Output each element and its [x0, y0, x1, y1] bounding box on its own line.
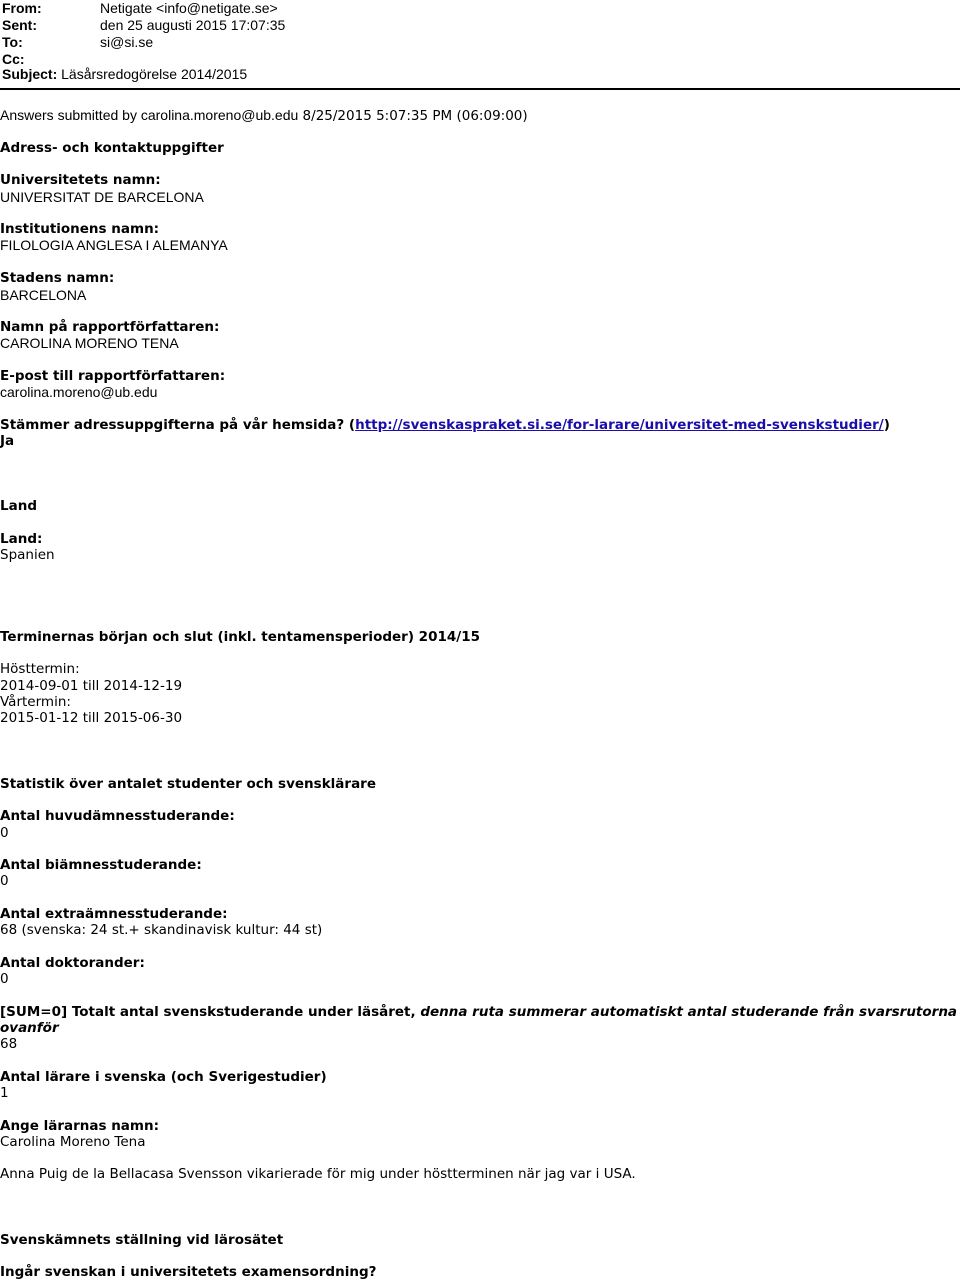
city-label: Stadens namn:	[0, 270, 115, 286]
subject-label: Subject:	[2, 66, 58, 82]
sum-value: 68	[0, 1036, 18, 1052]
section-land-heading: Land	[0, 498, 37, 514]
submitted-line	[0, 107, 528, 125]
submitted-time: 8/25/2015 5:07:35 PM (06:09:00)	[298, 108, 528, 124]
spring-value: 2015-01-12 till 2015-06-30	[0, 710, 183, 726]
inst-label: Institutionens namn:	[0, 221, 160, 237]
land-label: Land:	[0, 531, 43, 547]
main-students-label: Antal huvudämnesstuderande:	[0, 808, 235, 824]
minor-students-value: 0	[0, 873, 9, 889]
section-terms-heading: Terminernas början och slut (inkl. tentamensperioder) 2014/15	[0, 629, 480, 645]
email-sent-row	[2, 17, 285, 34]
sum-label-continued: ovanför	[0, 1020, 59, 1036]
author-label: Namn på rapportförfattaren:	[0, 319, 220, 335]
website-question-suffix: )	[883, 417, 890, 433]
website-link[interactable]: http://svenskaspraket.si.se/for-larare/universitet-med-svenskstudier/	[355, 417, 884, 433]
section-stats-heading: Statistik över antalet studenter och svensklärare	[0, 776, 376, 792]
section-address-heading: Adress- och kontaktuppgifter	[0, 140, 224, 156]
email-to-row	[2, 34, 153, 51]
substitute-note: Anna Puig de la Bellacasa Svensson vikarierade för mig under höstterminen när jag var i USA.	[0, 1166, 636, 1182]
spring-label: Vårtermin:	[0, 694, 71, 710]
teacher-names-value: Carolina Moreno Tena	[0, 1134, 146, 1150]
submitted-email: carolina.moreno@ub.edu	[140, 107, 299, 123]
email-label: E-post till rapportförfattaren:	[0, 368, 226, 384]
exam-question: Ingår svenskan i universitetets examensordning?	[0, 1264, 377, 1280]
section-position-heading: Svenskämnets ställning vid lärosätet	[0, 1232, 284, 1248]
autumn-label: Hösttermin:	[0, 661, 80, 677]
to-value: si@si.se	[100, 34, 154, 50]
main-students-value: 0	[0, 825, 9, 841]
email-from-row	[2, 0, 278, 17]
phd-label: Antal doktorander:	[0, 955, 145, 971]
extra-students-value: 68 (svenska: 24 st.+ skandinavisk kultur: 44 st)	[0, 922, 323, 938]
sent-value: den 25 augusti 2015 17:07:35	[100, 17, 286, 33]
sum-label-italic: denna ruta summerar automatiskt antal studerande från svarsrutorna	[420, 1004, 958, 1020]
teachers-value: 1	[0, 1085, 9, 1101]
teacher-names-label: Ange lärarnas namn:	[0, 1118, 159, 1134]
website-answer: Ja	[0, 433, 15, 449]
city-value: BARCELONA	[0, 287, 87, 303]
author-value: CAROLINA MORENO TENA	[0, 335, 179, 351]
univ-value: UNIVERSITAT DE BARCELONA	[0, 189, 204, 205]
univ-label: Universitetets namn:	[0, 172, 161, 188]
email-value: carolina.moreno@ub.edu	[0, 384, 158, 400]
inst-value: FILOLOGIA ANGLESA I ALEMANYA	[0, 237, 228, 253]
teachers-label: Antal lärare i svenska (och Sverigestudier)	[0, 1069, 327, 1085]
sent-label: Sent:	[2, 17, 37, 33]
sum-label	[0, 1004, 957, 1021]
minor-students-label: Antal biämnesstuderande:	[0, 857, 202, 873]
land-value: Spanien	[0, 547, 55, 563]
subject-value: Läsårsredogörelse 2014/2015	[61, 66, 248, 82]
from-label: From:	[2, 0, 42, 16]
sum-label-bold: [SUM=0] Totalt antal svenskstuderande under läsåret,	[0, 1004, 421, 1020]
header-divider	[0, 88, 960, 90]
to-label: To:	[2, 34, 23, 50]
extra-students-label: Antal extraämnesstuderande:	[0, 906, 228, 922]
submitted-prefix: Answers submitted by	[0, 107, 141, 123]
phd-value: 0	[0, 971, 9, 987]
website-question-prefix: Stämmer adressuppgifterna på vår hemsida? (	[0, 417, 356, 433]
autumn-value: 2014-09-01 till 2014-12-19	[0, 678, 183, 694]
from-value: Netigate <info@netigate.se>	[100, 0, 278, 16]
website-question	[0, 417, 890, 434]
cc-label: Cc:	[2, 51, 25, 67]
email-subject-row	[2, 66, 247, 83]
